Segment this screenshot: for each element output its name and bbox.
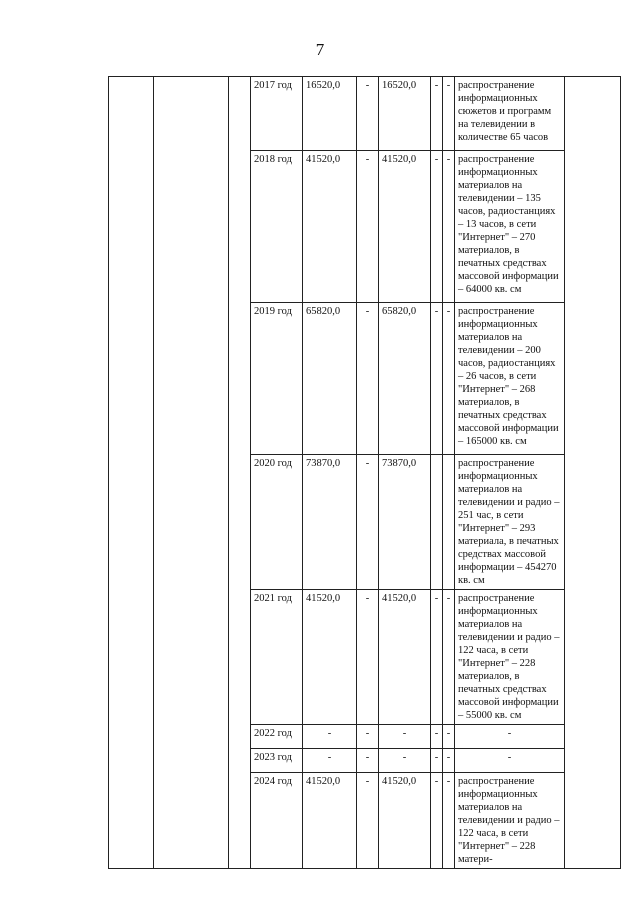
- result-description-cell: распространение информационных материалов на телевидении и радио – 122 часа, в сети "Интернет" – 228 матери-: [455, 773, 565, 869]
- local-budget-cell: [431, 455, 443, 590]
- total-cell: 16520,0: [303, 77, 357, 151]
- regional-budget-cell: -: [379, 725, 431, 749]
- regional-budget-cell: -: [379, 749, 431, 773]
- regional-budget-cell: 41520,0: [379, 151, 431, 303]
- regional-budget-cell: 41520,0: [379, 590, 431, 725]
- total-cell: 73870,0: [303, 455, 357, 590]
- total-cell: 41520,0: [303, 590, 357, 725]
- other-sources-cell: [443, 455, 455, 590]
- local-budget-cell: -: [431, 590, 443, 725]
- local-budget-cell: -: [431, 77, 443, 151]
- result-description-cell: -: [455, 749, 565, 773]
- total-cell: 41520,0: [303, 151, 357, 303]
- federal-budget-cell: -: [357, 725, 379, 749]
- result-description-cell: распространение информационных материалов на телевидении и радио – 122 часа, в сети "Интернет" – 228 материалов, в печатных средствах массовой информации – 55000 кв. см: [455, 590, 565, 725]
- total-cell: 65820,0: [303, 303, 357, 455]
- result-description-cell: распространение информационных материалов на телевидении – 135 часов, радиостанциях – 13 часов, в сети "Интернет" – 270 материалов, в печатных средствах массовой информации – 64000 кв. см: [455, 151, 565, 303]
- federal-budget-cell: -: [357, 590, 379, 725]
- total-cell: -: [303, 725, 357, 749]
- year-cell: 2017 год: [251, 77, 303, 151]
- page-number: 7: [315, 40, 325, 59]
- federal-budget-cell: -: [357, 151, 379, 303]
- year-cell: 2021 год: [251, 590, 303, 725]
- blank-column-3: [229, 77, 251, 869]
- other-sources-cell: -: [443, 725, 455, 749]
- other-sources-cell: -: [443, 749, 455, 773]
- federal-budget-cell: -: [357, 303, 379, 455]
- year-cell: 2018 год: [251, 151, 303, 303]
- total-cell: -: [303, 749, 357, 773]
- program-table: [108, 76, 621, 869]
- result-description-cell: распространение информационных материалов на телевидении и радио – 251 час, в сети "Интернет" – 293 материала, в печатных средствах массовой информации – 454270 кв. см: [455, 455, 565, 590]
- total-cell: 41520,0: [303, 773, 357, 869]
- year-cell: 2023 год: [251, 749, 303, 773]
- regional-budget-cell: 16520,0: [379, 77, 431, 151]
- local-budget-cell: -: [431, 303, 443, 455]
- table-row: [109, 77, 621, 151]
- local-budget-cell: -: [431, 773, 443, 869]
- federal-budget-cell: -: [357, 77, 379, 151]
- blank-column-1: [109, 77, 154, 869]
- local-budget-cell: -: [431, 725, 443, 749]
- federal-budget-cell: -: [357, 773, 379, 869]
- result-description-cell: -: [455, 725, 565, 749]
- result-description-cell: распространение информационных материалов на телевидении – 200 часов, радиостанциях – 26 часов, в сети "Интернет" – 268 материалов, в печатных средствах массовой информации – 165000 кв. см: [455, 303, 565, 455]
- other-sources-cell: -: [443, 773, 455, 869]
- regional-budget-cell: 73870,0: [379, 455, 431, 590]
- other-sources-cell: -: [443, 303, 455, 455]
- other-sources-cell: -: [443, 590, 455, 725]
- year-cell: 2020 год: [251, 455, 303, 590]
- other-sources-cell: -: [443, 77, 455, 151]
- result-description-cell: распространение информационных сюжетов и программ на телевидении в количестве 65 часов: [455, 77, 565, 151]
- local-budget-cell: -: [431, 151, 443, 303]
- federal-budget-cell: -: [357, 455, 379, 590]
- year-cell: 2024 год: [251, 773, 303, 869]
- local-budget-cell: -: [431, 749, 443, 773]
- blank-column-2: [154, 77, 229, 869]
- other-sources-cell: -: [443, 151, 455, 303]
- year-cell: 2022 год: [251, 725, 303, 749]
- blank-column-last: [565, 77, 621, 869]
- federal-budget-cell: -: [357, 749, 379, 773]
- year-cell: 2019 год: [251, 303, 303, 455]
- regional-budget-cell: 65820,0: [379, 303, 431, 455]
- regional-budget-cell: 41520,0: [379, 773, 431, 869]
